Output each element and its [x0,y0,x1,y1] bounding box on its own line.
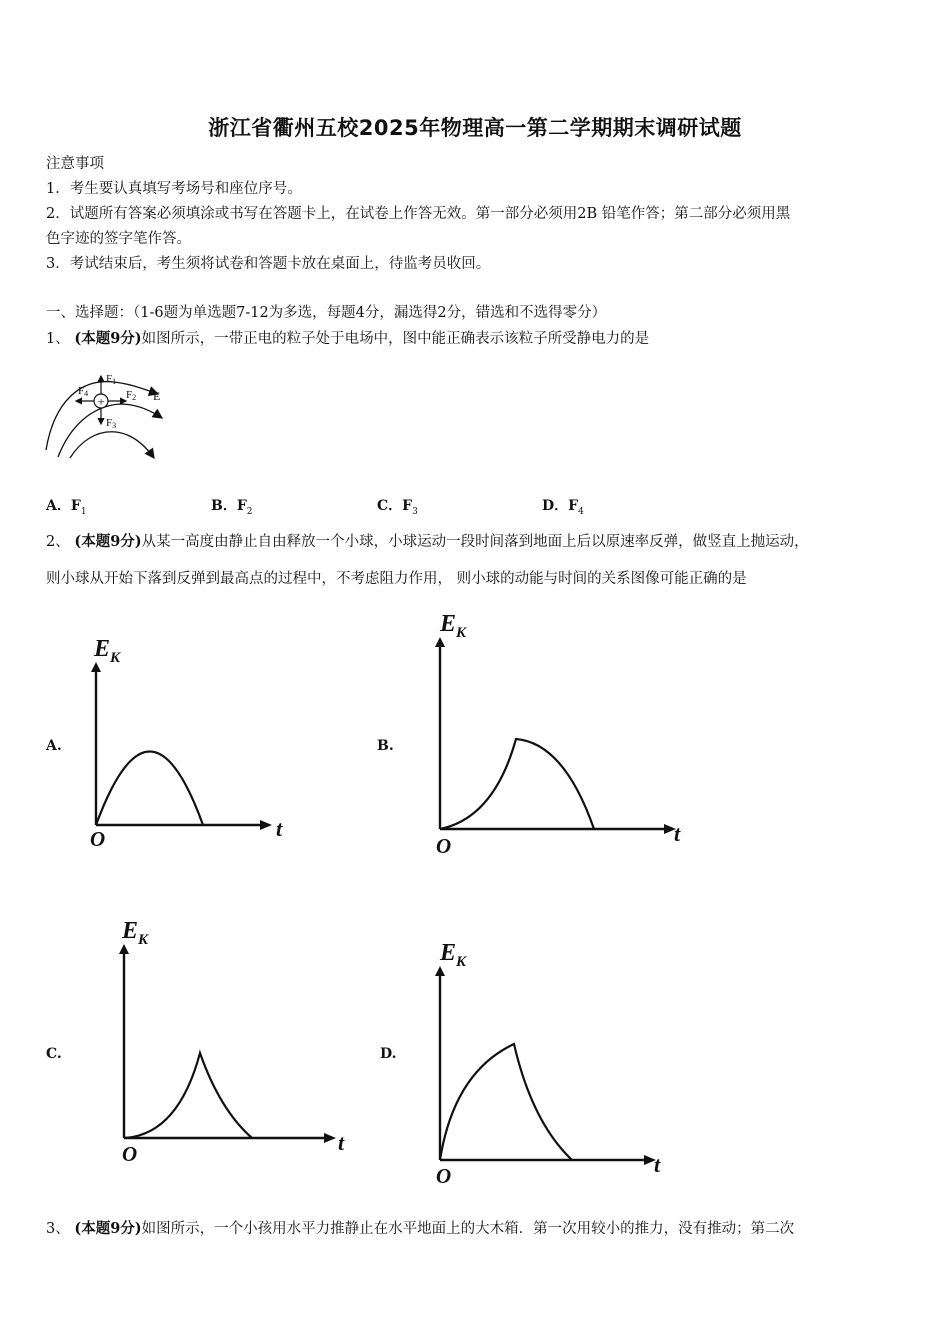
charge-sign: + [97,394,105,409]
q2-option-b-key[interactable]: B. [377,738,394,754]
ek-graph-a-x-label: t [276,816,283,841]
q2-option-d-key[interactable]: D. [380,1046,397,1062]
question-2-number: 2、 [46,534,70,550]
question-2-line-1 [46,530,809,551]
ek-graph-d-origin: O [436,1164,452,1188]
ek-graph-c-origin: O [122,1142,138,1166]
q2-option-a-key[interactable]: A. [46,738,62,754]
question-1-score: (本题9分) [74,330,142,347]
force-label-3: F3 [106,417,117,430]
q1-option-b-key: B． [211,498,237,514]
question-3-score: (本题9分) [74,1220,142,1237]
q1-option-b-letter: F [236,498,247,514]
question-2-score: (本题9分) [74,533,142,550]
ek-graph-d [424,932,684,1192]
ek-graph-c [108,910,368,1170]
section-heading: 一、选择题：（1-6题为单选题7-12为多选，每题4分，漏选得2分，错选和不选得零分） [46,305,607,321]
q2-option-c-key[interactable]: C. [46,1046,62,1062]
ek-graph-a-y-arrow [91,662,101,672]
q1-option-d-letter: F [568,498,579,514]
question-3-number: 3、 [46,1221,70,1237]
q1-option-a-letter: F [70,498,81,514]
q1-option-a-key: A． [46,498,71,514]
q1-option-a-sub: 1 [80,506,87,517]
electric-field-figure [40,362,170,467]
question-1-text: 如图所示，一带正电的粒子处于电场中，图中能正确表示该粒子所受静电力的是 [141,331,650,347]
ek-graph-d-curve [440,1044,572,1160]
ek-graph-b-curve [440,739,594,829]
question-1-number: 1、 [46,331,70,347]
q1-option-b-sub: 2 [246,506,253,517]
question-3 [46,1217,794,1238]
question-2-line-2: 则小球从开始下落到反弹到最高点的过程中，不考虑阻力作用， 则小球的动能与时间的关系图像可能正确的是 [46,571,747,587]
q1-option-d[interactable] [542,495,584,517]
field-label: E [153,389,161,403]
notice-heading: 注意事项 [46,156,104,172]
page-title: 浙江省衢州五校2025年物理高一第二学期期末调研试题 [208,116,742,140]
ek-graph-c-x-arrow [324,1133,336,1143]
force-label-1: F1 [106,373,117,386]
ek-graph-c-y-label: $E_K$ [122,918,149,948]
ek-graph-a-origin: O [90,827,106,851]
ek-graph-d-y-arrow [435,966,445,976]
q1-option-d-key: D． [542,498,569,514]
question-3-text: 如图所示，一个小孩用水平力推静止在水平地面上的大木箱．第一次用较小的推力，没有推动；第二次 [141,1221,795,1237]
notice-item-1: 1．考生要认真填写考场号和座位序号。 [46,181,302,197]
ek-graph-b-y-label: $E_K$ [440,611,467,641]
ek-graph-b-origin: O [436,834,452,858]
question-1 [46,327,649,348]
field-line-1 [46,382,161,450]
q1-option-b[interactable] [211,495,253,517]
force-label-2: F2 [126,389,137,402]
force-label-4: F4 [78,385,89,398]
ek-graph-a-x-arrow [260,820,272,830]
ek-graph-c-x-label: t [338,1130,345,1155]
notice-item-2-cont: 色字迹的签字笔作答。 [46,231,191,247]
ek-graph-a-y-label: $E_K$ [94,636,121,666]
ek-graph-a-curve [96,752,203,826]
question-2-text-1: 从某一高度由静止自由释放一个小球，小球运动一段时间落到地面上后以原速率反弹，做竖直上抛运动， [141,534,809,550]
q1-option-a[interactable] [46,495,87,517]
notice-item-2: 2．试题所有答案必须填涂或书写在答题卡上，在试卷上作答无效。第一部分必须用2B 铅笔作答；第二部分必须用黑 [46,206,791,222]
ek-graph-c-curve [124,1053,252,1138]
q1-option-c[interactable] [377,495,418,517]
notice-item-3: 3．考试结束后，考生须将试卷和答题卡放在桌面上，待监考员收回。 [46,256,491,272]
q1-option-c-letter: F [402,498,413,514]
q1-option-c-sub: 3 [412,506,418,517]
ek-graph-c-y-arrow [119,944,129,954]
ek-graph-d-y-label: $E_K$ [440,940,467,970]
ek-graph-a [80,628,300,858]
q1-option-c-key: C． [377,498,403,514]
ek-graph-b-x-label: t [674,821,681,846]
ek-graph-d-x-label: t [654,1152,661,1177]
q1-option-d-sub: 4 [578,506,584,517]
ek-graph-b [424,603,704,863]
ek-graph-b-y-arrow [435,637,445,647]
field-line-3 [70,432,154,458]
